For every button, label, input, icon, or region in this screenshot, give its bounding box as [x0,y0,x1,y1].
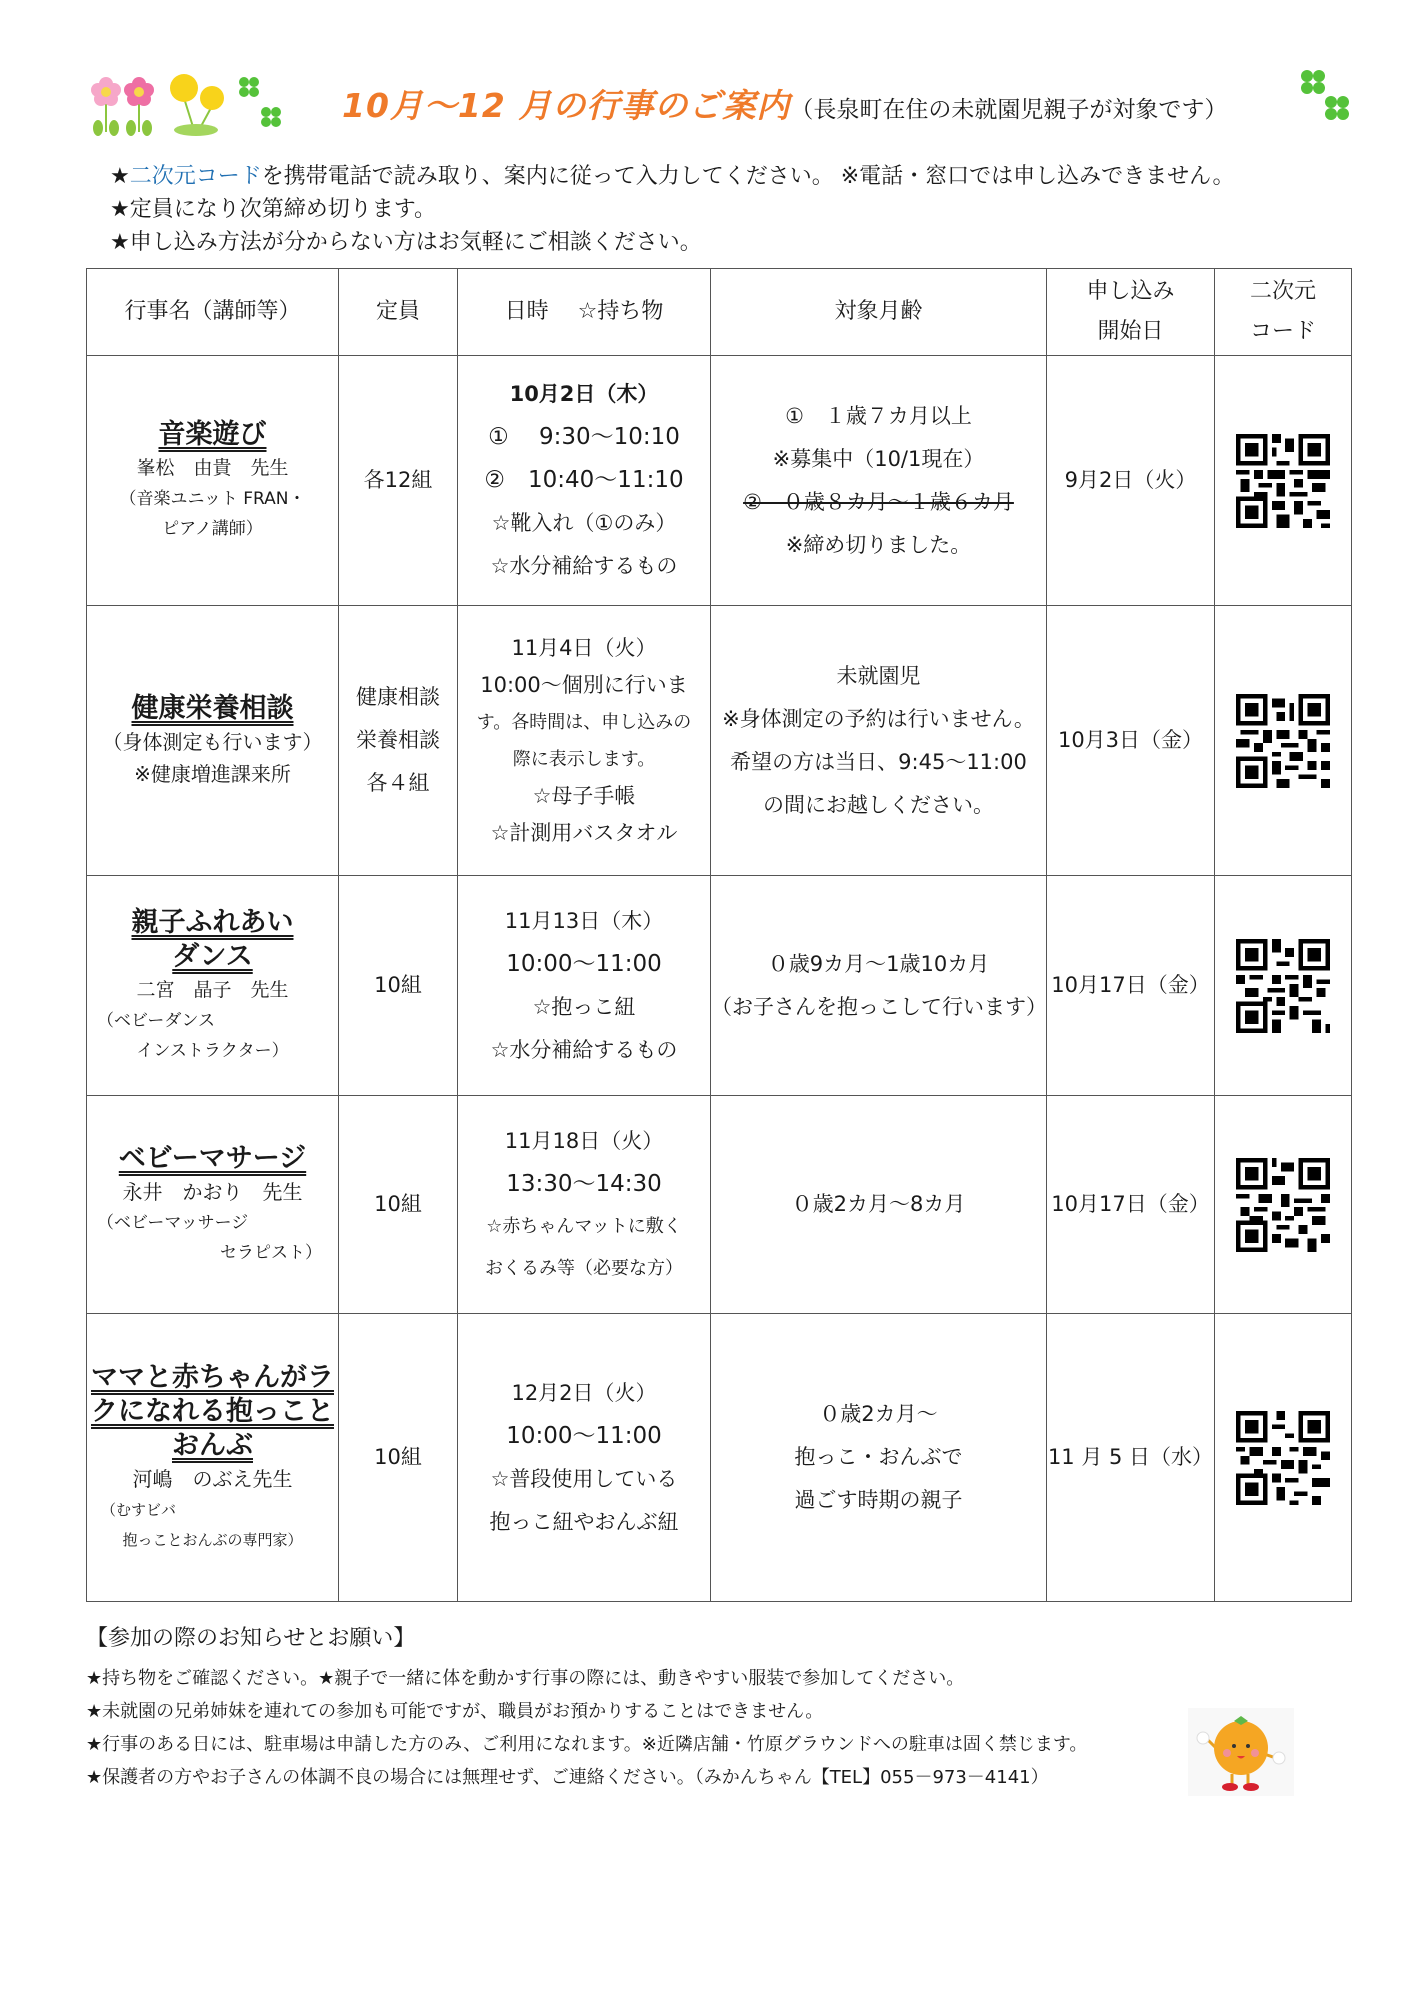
event-name-cell [87,876,339,1096]
lecturer-note: （むすビバ [101,1500,177,1519]
page-header [80,62,1360,142]
closed-session: ② ０歳８カ月～１歳６カ月 [743,489,1014,514]
capacity-cell: 10組 [339,1314,458,1602]
qr-code-icon[interactable] [1236,434,1330,528]
mikan-chan-mascot-icon [1188,1708,1294,1796]
clover-decoration-icon [1295,66,1365,136]
capacity-cell: 各12組 [339,356,458,606]
qr-cell[interactable] [1215,876,1352,1096]
lecturer: 永井 かおり 先生 [122,1179,303,1204]
age-cell: ① １歳７カ月以上 ※募集中（10/1現在） ② ０歳８カ月～１歳６カ月 ※締め切りました。 [711,356,1047,606]
notes-item: ★保護者の方やお子さんの体調不良の場合には無理せず、ご連絡ください。（みかんちゃん【TEL】055－973－4141） [86,1767,1049,1788]
event-title: クになれる抱っこと [91,1395,334,1427]
event-name-cell [87,1314,339,1602]
start-date-cell: 9月2日（火） [1047,356,1215,606]
age-cell: 未就園児 ※身体測定の予約は行いません。 希望の方は当日、9:45～11:00 の間にお越しください。 [711,606,1047,876]
qr-cell[interactable] [1215,1096,1352,1314]
notes-heading: 【参加の際のお知らせとお願い】 [86,1626,416,1651]
instructions [110,160,1235,259]
participation-notes [86,1622,1087,1794]
lecturer-note: （身体測定も行います） [102,729,323,754]
capacity-cell: 10組 [339,876,458,1096]
age-cell: ０歳2カ月～8カ月 [711,1096,1047,1314]
capacity-cell: 健康相談 栄養相談 各４組 [339,606,458,876]
table-row [87,1096,1352,1314]
start-date-cell: 11 月 5 日（水） [1047,1314,1215,1602]
col-header-capacity: 定員 [339,269,458,356]
event-title: ダンス [172,940,253,972]
table-row [87,356,1352,606]
lecturer-note: ※健康増進課来所 [134,761,291,786]
instruction-line: ★申し込み方法が分からない方はお気軽にご相談ください。 [110,230,702,255]
event-title: 音楽遊び [158,418,267,450]
col-header-age: 対象月齢 [711,269,1047,356]
qr-cell[interactable] [1215,1314,1352,1602]
lecturer: 二宮 晶子 先生 [136,978,289,1001]
notes-item: ★未就園の兄弟姉妹を連れての参加も可能ですが、職員がお預かりすることはできません。 [86,1701,824,1722]
qr-code-icon[interactable] [1236,939,1330,1033]
datetime-cell: 12月2日（火） 10:00～11:00 ☆普段使用している 抱っこ紐やおんぶ紐 [458,1314,711,1602]
table-row [87,876,1352,1096]
start-date-cell: 10月17日（金） [1047,876,1215,1096]
age-cell: ０歳9カ月～1歳10カ月 （お子さんを抱っこして行います） [711,876,1047,1096]
table-header-row [87,269,1352,356]
lecturer-note: （ベビーダンス [97,1010,215,1031]
event-title: ベビーマサージ [118,1142,307,1174]
event-title: おんぶ [172,1429,253,1461]
age-cell: ０歳2カ月～ 抱っこ・おんぶで 過ごす時期の親子 [711,1314,1047,1602]
datetime-cell: 10月2日（木） ① 9:30～10:10 ② 10:40～11:10 ☆靴入れ（①のみ） ☆水分補給するもの [458,356,711,606]
event-title: ママと赤ちゃんがラ [91,1361,334,1393]
col-header-name: 行事名（講師等） [87,269,339,356]
lecturer-note: インストラクター） [136,1040,289,1061]
notes-item: ★行事のある日には、駐車場は申請した方のみ、ご利用になれます。※近隣店舗・竹原グラウンドへの駐車は固く禁じます。 [86,1734,1088,1755]
page-title [342,80,1227,127]
event-name-cell [87,356,339,606]
lecturer: 河嶋 のぶえ先生 [132,1466,293,1491]
event-title: 健康栄養相談 [131,692,294,724]
datetime-cell: 11月13日（木） 10:00～11:00 ☆抱っこ紐 ☆水分補給するもの [458,876,711,1096]
qr-cell[interactable] [1215,606,1352,876]
start-date-cell: 10月3日（金） [1047,606,1215,876]
title-main: 10月～12 月の行事のご案内 [342,86,791,125]
col-header-qr: 二次元 コード [1215,269,1352,356]
lecturer-note: ピアノ講師） [162,518,263,539]
capacity-cell: 10組 [339,1096,458,1314]
datetime-cell: 11月4日（火） 10:00～個別に行いま す。各時間は、申し込みの 際に表示します。 ☆母子手帳 ☆計測用バスタオル [458,606,711,876]
datetime-cell: 11月18日（火） 13:30～14:30 ☆赤ちゃんマットに敷く おくるみ等（必要な方） [458,1096,711,1314]
event-title: 親子ふれあい [131,906,294,938]
notes-item: ★持ち物をご確認ください。★親子で一緒に体を動かす行事の際には、動きやすい服装で参加してください。 [86,1668,965,1689]
instruction-line: ★定員になり次第締め切ります。 [110,197,436,222]
instruction-line: ★二次元コードを携帯電話で読み取り、案内に従って入力してください。 ※電話・窓口では申し込みできません。 [110,164,1235,189]
event-name-cell [87,606,339,876]
lecturer: 峯松 由貴 先生 [136,456,289,479]
lecturer-note: （ベビーマッサージ [97,1212,249,1233]
events-table [86,268,1352,1602]
qr-code-icon[interactable] [1236,1158,1330,1252]
start-date-cell: 10月17日（金） [1047,1096,1215,1314]
qr-cell[interactable] [1215,356,1352,606]
lecturer-note: 抱っことおんぶの専門家） [122,1530,303,1549]
qr-code-icon[interactable] [1236,694,1330,788]
event-name-cell [87,1096,339,1314]
title-subtitle: （長泉町在住の未就園児親子が対象です） [790,97,1228,123]
col-header-datetime: 日時 ☆持ち物 [458,269,711,356]
lecturer-note: セラピスト） [220,1242,322,1263]
table-row [87,1314,1352,1602]
qr-code-link[interactable]: 二次元コード [129,164,262,189]
col-header-start: 申し込み 開始日 [1047,269,1215,356]
table-row [87,606,1352,876]
lecturer-note: （音楽ユニット FRAN・ [119,488,306,509]
flowers-decoration-icon [84,68,324,138]
qr-code-icon[interactable] [1236,1411,1330,1505]
